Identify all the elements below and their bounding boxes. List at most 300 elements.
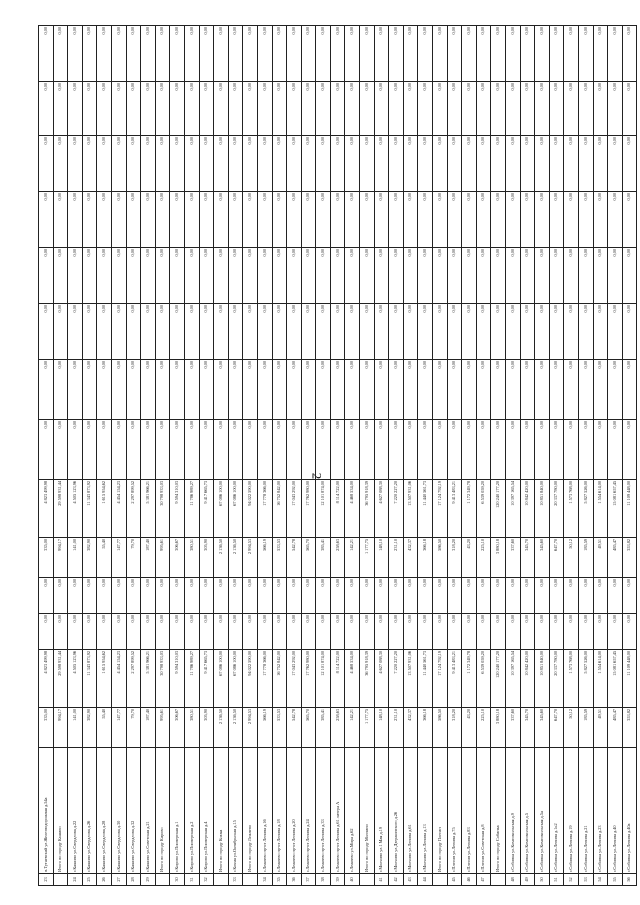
value-cell: 0,00	[272, 82, 287, 136]
value-cell: 0,00	[97, 136, 112, 192]
value-cell: 0,00	[228, 614, 243, 650]
value-cell: 305,90	[199, 708, 214, 748]
value-cell: 0,00	[141, 136, 156, 192]
value-cell: 20 337 780,00	[549, 480, 564, 538]
value-cell: 0,00	[476, 360, 491, 420]
value-cell: 7 220 227,20	[389, 650, 404, 708]
value-cell: 0,00	[316, 304, 331, 360]
value-cell: 5 381 966,21	[141, 480, 156, 538]
value-cell: 0,00	[272, 578, 287, 614]
value-cell: 0,00	[287, 136, 302, 192]
value-cell: 11 109 448,00	[622, 650, 637, 708]
value-cell: 0,00	[214, 420, 229, 480]
value-cell: 995,61	[155, 708, 170, 748]
value-cell: 0,00	[360, 360, 375, 420]
value-cell: 4 454 154,23	[111, 650, 126, 708]
table-row	[345, 26, 360, 886]
value-cell: 17 043 292,00	[287, 480, 302, 538]
value-cell: 231,10	[389, 538, 404, 578]
row-number-cell: 35	[272, 874, 287, 886]
value-cell: 0,00	[287, 614, 302, 650]
value-cell: 4 505 123,96	[68, 650, 83, 708]
value-cell: 0,00	[403, 82, 418, 136]
value-cell: 0,00	[447, 248, 462, 304]
value-cell: 4 823 499,98	[39, 480, 54, 538]
value-cell: 0,00	[491, 248, 506, 304]
row-number-cell: 32	[199, 874, 214, 886]
value-cell: 0,00	[82, 420, 97, 480]
value-cell: 0,00	[53, 136, 68, 192]
value-cell: 0,00	[39, 614, 54, 650]
value-cell: 995,61	[155, 538, 170, 578]
value-cell: 0,00	[316, 578, 331, 614]
value-cell: 0,00	[257, 82, 272, 136]
value-cell: 0,00	[447, 420, 462, 480]
value-cell: 0,00	[374, 192, 389, 248]
value-cell: 0,00	[155, 420, 170, 480]
value-cell: 0,00	[593, 26, 608, 82]
value-cell: 0,00	[272, 614, 287, 650]
value-cell: 0,00	[170, 136, 185, 192]
value-cell: 0,00	[82, 614, 97, 650]
value-cell: 0,00	[199, 360, 214, 420]
value-cell: 0,00	[535, 360, 550, 420]
table-row	[476, 26, 491, 886]
value-cell: 0,00	[462, 192, 477, 248]
value-cell: 0,00	[97, 82, 112, 136]
value-cell: 0,00	[330, 136, 345, 192]
value-cell: 0,00	[374, 304, 389, 360]
table-row	[126, 26, 141, 886]
value-cell: 0,00	[82, 82, 97, 136]
value-cell: 9 417 665,73	[199, 650, 214, 708]
address-cell: Итого по городу Молчино	[360, 748, 375, 874]
value-cell: 0,00	[126, 136, 141, 192]
table-row	[374, 26, 389, 886]
value-cell: 0,00	[608, 578, 623, 614]
address-cell: г.Плесин ул.Ленина д.75	[447, 748, 462, 874]
value-cell: 0,00	[578, 136, 593, 192]
value-cell: 0,00	[418, 82, 433, 136]
value-cell: 11 440 561,73	[418, 480, 433, 538]
row-number-cell: 25	[82, 874, 97, 886]
value-cell: 67 086 100,00	[228, 480, 243, 538]
row-number-cell: 36	[287, 874, 302, 886]
value-cell: 17 124 792,19	[433, 650, 448, 708]
value-cell: 0,00	[578, 192, 593, 248]
value-cell: 0,00	[199, 192, 214, 248]
value-cell: 0,00	[243, 82, 258, 136]
value-cell: 0,00	[214, 304, 229, 360]
value-cell: 0,00	[374, 136, 389, 192]
table-row	[301, 26, 316, 886]
value-cell: 0,00	[170, 82, 185, 136]
address-cell: г.Лежнево пр-кт Ленина д.24	[301, 748, 316, 874]
value-cell: 0,00	[316, 136, 331, 192]
value-cell: 0,00	[564, 614, 579, 650]
value-cell: 0,00	[287, 26, 302, 82]
address-cell: г.Плесин ул.Ленина д.83	[462, 748, 477, 874]
value-cell: 0,00	[345, 136, 360, 192]
value-cell: 0,00	[360, 420, 375, 480]
value-cell: 0,00	[433, 136, 448, 192]
value-cell: 0,00	[199, 420, 214, 480]
value-cell: 0,00	[141, 578, 156, 614]
value-cell: 0,00	[476, 248, 491, 304]
value-cell: 0,00	[345, 420, 360, 480]
value-cell: 0,00	[374, 26, 389, 82]
row-number-cell: 30	[170, 874, 185, 886]
row-number-cell: 48	[506, 874, 521, 886]
value-cell: 0,00	[82, 304, 97, 360]
value-cell: 2 297 899,52	[126, 480, 141, 538]
value-cell: 306,67	[170, 538, 185, 578]
value-cell: 0,00	[564, 26, 579, 82]
value-cell: 0,00	[345, 248, 360, 304]
value-cell: 0,00	[228, 26, 243, 82]
value-cell: 142,21	[345, 708, 360, 748]
address-cell: Итого по городу Кашино	[53, 748, 68, 874]
value-cell: 0,00	[564, 578, 579, 614]
address-cell: г.Кашино ул.Советская д.21	[141, 748, 156, 874]
value-cell: 0,00	[389, 614, 404, 650]
address-cell: г.Кашино ул.Свердлова д.28	[97, 748, 112, 874]
value-cell: 0,00	[287, 578, 302, 614]
value-cell: 8 114 722,00	[330, 480, 345, 538]
value-cell: 141,00	[68, 708, 83, 748]
value-cell: 4 468 534,00	[345, 480, 360, 538]
value-cell: 0,00	[622, 192, 637, 248]
value-cell: 0,00	[214, 192, 229, 248]
value-cell: 0,00	[257, 304, 272, 360]
value-cell: 0,00	[53, 192, 68, 248]
value-cell: 0,00	[126, 304, 141, 360]
table-row	[578, 26, 593, 886]
value-cell: 0,00	[578, 360, 593, 420]
value-cell: 0,00	[622, 26, 637, 82]
value-cell: 0,00	[476, 420, 491, 480]
value-cell: 0,00	[214, 26, 229, 82]
value-cell: 0,00	[578, 304, 593, 360]
value-cell: 0,00	[462, 248, 477, 304]
table-row	[608, 26, 623, 886]
row-number-cell: 50	[535, 874, 550, 886]
value-cell: 0,00	[360, 578, 375, 614]
value-cell: 0,00	[301, 578, 316, 614]
value-cell: 0,00	[330, 192, 345, 248]
address-cell: г.Кашино ул.Свердлова д.32	[126, 748, 141, 874]
address-cell: Итого по городу Кирово	[155, 748, 170, 874]
address-cell: Итого по городу Собинка	[491, 748, 506, 874]
address-cell: г.Собинка ул.Ленина д.21	[578, 748, 593, 874]
value-cell: 0,00	[126, 360, 141, 420]
address-cell: г.Лежнево пр-кт Ленина д.20	[287, 748, 302, 874]
value-cell: 0,00	[403, 420, 418, 480]
value-cell: 0,00	[155, 82, 170, 136]
value-cell: 0,00	[214, 360, 229, 420]
value-cell: 0,00	[53, 578, 68, 614]
value-cell: 0,00	[403, 136, 418, 192]
row-number-cell: 28	[126, 874, 141, 886]
value-cell: 542,78	[287, 708, 302, 748]
value-cell: 9 413 483,21	[447, 480, 462, 538]
value-cell: 0,00	[272, 248, 287, 304]
value-cell: 0,00	[403, 360, 418, 420]
value-cell: 79,70	[126, 708, 141, 748]
value-cell: 0,00	[184, 248, 199, 304]
value-cell: 0,00	[301, 420, 316, 480]
value-cell: 0,00	[593, 420, 608, 480]
value-cell: 0,00	[126, 192, 141, 248]
row-number-cell	[214, 874, 229, 886]
table-row	[491, 26, 506, 886]
housing-fund-table	[38, 25, 637, 886]
value-cell: 0,00	[476, 614, 491, 650]
address-cell: г.Собинка ул.Ленина д.1к2	[549, 748, 564, 874]
value-cell: 0,00	[578, 578, 593, 614]
table-row	[287, 26, 302, 886]
value-cell: 0,00	[184, 578, 199, 614]
address-cell: г.Кирово ул.Пионерская д.2	[184, 748, 199, 874]
value-cell: 0,00	[520, 578, 535, 614]
value-cell: 0,00	[97, 360, 112, 420]
value-cell: 0,00	[462, 614, 477, 650]
value-cell: 0,00	[374, 82, 389, 136]
value-cell: 0,00	[301, 360, 316, 420]
value-cell: 0,00	[287, 360, 302, 420]
address-cell: г.Собинка ул.Комсомольская д.9	[506, 748, 521, 874]
value-cell: 0,00	[593, 360, 608, 420]
row-number-cell	[243, 874, 258, 886]
row-number-cell: 37	[301, 874, 316, 886]
value-cell: 0,00	[228, 248, 243, 304]
value-cell: 0,00	[141, 304, 156, 360]
address-cell: г.Кашино ул.Свердлова д.30	[111, 748, 126, 874]
value-cell: 0,00	[330, 578, 345, 614]
value-cell: 1 172 349,78	[462, 480, 477, 538]
value-cell: 0,00	[330, 614, 345, 650]
value-cell: 147,77	[111, 708, 126, 748]
value-cell: 0,00	[374, 420, 389, 480]
value-cell: 0,00	[111, 248, 126, 304]
value-cell: 0,00	[549, 136, 564, 192]
value-cell: 1 615 954,62	[97, 650, 112, 708]
value-cell: 485,47	[608, 538, 623, 578]
value-cell: 0,00	[389, 360, 404, 420]
value-cell: 0,00	[316, 82, 331, 136]
value-cell: 0,00	[578, 248, 593, 304]
value-cell: 0,00	[141, 192, 156, 248]
value-cell: 0,00	[39, 420, 54, 480]
value-cell: 0,00	[447, 26, 462, 82]
value-cell: 0,00	[403, 304, 418, 360]
value-cell: 0,00	[53, 360, 68, 420]
value-cell: 0,00	[199, 248, 214, 304]
value-cell: 50,12	[564, 708, 579, 748]
value-cell: 0,00	[39, 82, 54, 136]
value-cell: 0,00	[418, 420, 433, 480]
value-cell: 0,00	[360, 248, 375, 304]
value-cell: 0,00	[447, 360, 462, 420]
value-cell: 0,00	[228, 420, 243, 480]
value-cell: 4 627 088,30	[374, 650, 389, 708]
value-cell: 0,00	[272, 26, 287, 82]
table-row	[214, 26, 229, 886]
value-cell: 0,00	[345, 614, 360, 650]
value-cell: 0,00	[199, 578, 214, 614]
row-number-cell: 41	[374, 874, 389, 886]
address-cell: Итого по городу Кохма	[214, 748, 229, 874]
value-cell: 0,00	[316, 26, 331, 82]
value-cell: 0,00	[155, 26, 170, 82]
address-cell: п.Тутаевский ул.Железнодорожная д.54а	[39, 748, 54, 874]
value-cell: 2 136,50	[228, 538, 243, 578]
value-cell: 30 798 933,03	[155, 480, 170, 538]
value-cell: 0,00	[330, 82, 345, 136]
value-cell: 565,70	[301, 538, 316, 578]
value-cell: 0,00	[447, 192, 462, 248]
value-cell: 0,00	[374, 614, 389, 650]
value-cell: 0,00	[360, 82, 375, 136]
value-cell: 0,00	[316, 248, 331, 304]
row-number-cell: 27	[111, 874, 126, 886]
value-cell: 0,00	[39, 26, 54, 82]
value-cell: 0,00	[214, 248, 229, 304]
row-number-cell: 49	[520, 874, 535, 886]
value-cell: 0,00	[243, 26, 258, 82]
value-cell: 0,00	[243, 420, 258, 480]
value-cell: 385,41	[316, 708, 331, 748]
value-cell: 10 397 165,54	[506, 480, 521, 538]
value-cell: 0,00	[389, 304, 404, 360]
value-cell: 50,12	[564, 538, 579, 578]
value-cell: 0,00	[316, 614, 331, 650]
value-cell: 0,00	[506, 248, 521, 304]
value-cell: 0,00	[462, 26, 477, 82]
value-cell: 1 172 349,78	[462, 650, 477, 708]
value-cell: 0,00	[243, 304, 258, 360]
table-row	[243, 26, 258, 886]
value-cell: 380,51	[184, 708, 199, 748]
value-cell: 67 086 100,00	[228, 650, 243, 708]
value-cell: 0,00	[476, 578, 491, 614]
value-cell: 0,00	[126, 26, 141, 82]
value-cell: 142,21	[345, 538, 360, 578]
value-cell: 0,00	[433, 248, 448, 304]
address-cell: г.Плесин ул.Советская д.8	[476, 748, 491, 874]
value-cell: 0,00	[389, 136, 404, 192]
value-cell: 0,00	[257, 26, 272, 82]
value-cell: 353,82	[622, 708, 637, 748]
page-number: 2	[309, 472, 325, 480]
value-cell: 0,00	[111, 420, 126, 480]
value-cell: 0,00	[126, 82, 141, 136]
value-cell: 0,00	[301, 82, 316, 136]
value-cell: 0,00	[126, 420, 141, 480]
value-cell: 0,00	[39, 248, 54, 304]
value-cell: 20 337 780,00	[549, 650, 564, 708]
value-cell: 0,00	[82, 578, 97, 614]
value-cell: 231,10	[389, 708, 404, 748]
value-cell: 0,00	[184, 82, 199, 136]
row-number-cell: 54	[593, 874, 608, 886]
value-cell: 306,67	[170, 708, 185, 748]
value-cell: 586,50	[433, 538, 448, 578]
value-cell: 0,00	[520, 192, 535, 248]
value-cell: 345,70	[520, 538, 535, 578]
table-row	[403, 26, 418, 886]
value-cell: 380,51	[184, 538, 199, 578]
address-cell: г.Собинка ул.Ленина д.19	[564, 748, 579, 874]
value-cell: 7 220 227,20	[389, 480, 404, 538]
value-cell: 0,00	[578, 614, 593, 650]
value-cell: 533,53	[272, 538, 287, 578]
value-cell: 0,00	[418, 304, 433, 360]
value-cell: 0,00	[608, 248, 623, 304]
value-cell: 0,00	[418, 26, 433, 82]
value-cell: 0,00	[228, 136, 243, 192]
value-cell: 187,40	[141, 708, 156, 748]
address-cell: Итого по городу Плесин	[433, 748, 448, 874]
address-cell: г.Кирово ул.Пионерская д.4	[199, 748, 214, 874]
value-cell: 994,17	[53, 538, 68, 578]
value-cell: 0,00	[170, 614, 185, 650]
table-row	[520, 26, 535, 886]
value-cell: 0,00	[68, 26, 83, 82]
value-cell: 318,20	[447, 708, 462, 748]
row-number-cell	[53, 874, 68, 886]
value-cell: 0,00	[622, 614, 637, 650]
value-cell: 2 136,50	[214, 708, 229, 748]
address-cell: г.Лежнево ул.Мира д.62	[345, 748, 360, 874]
value-cell: 0,00	[549, 304, 564, 360]
value-cell: 9 413 483,21	[447, 650, 462, 708]
value-cell: 0,00	[360, 304, 375, 360]
value-cell: 0,00	[68, 614, 83, 650]
table-row	[330, 26, 345, 886]
row-number-cell	[491, 874, 506, 886]
value-cell: 0,00	[214, 82, 229, 136]
value-cell: 0,00	[141, 26, 156, 82]
value-cell: 0,00	[39, 360, 54, 420]
value-cell: 0,00	[608, 192, 623, 248]
value-cell: 0,00	[462, 420, 477, 480]
value-cell: 2 136,50	[214, 538, 229, 578]
value-cell: 2 136,50	[228, 708, 243, 748]
value-cell: 0,00	[243, 360, 258, 420]
value-cell: 0,00	[345, 578, 360, 614]
value-cell: 0,00	[447, 578, 462, 614]
address-cell: г.Кашино ул.Свердлова д.22	[68, 748, 83, 874]
value-cell: 0,00	[535, 614, 550, 650]
value-cell: 0,00	[330, 304, 345, 360]
value-cell: 5 827 526,00	[578, 480, 593, 538]
value-cell: 0,00	[97, 192, 112, 248]
value-cell: 10 397 165,54	[506, 650, 521, 708]
value-cell: 11 343 873,92	[82, 480, 97, 538]
value-cell: 17 778 366,00	[257, 480, 272, 538]
value-cell: 0,00	[272, 136, 287, 192]
value-cell: 185,59	[578, 538, 593, 578]
table-row	[53, 26, 68, 886]
row-number-cell: 23	[39, 874, 54, 886]
value-cell: 0,00	[564, 304, 579, 360]
value-cell: 0,00	[476, 26, 491, 82]
value-cell: 345,70	[520, 708, 535, 748]
value-cell: 0,00	[476, 304, 491, 360]
value-cell: 0,00	[170, 420, 185, 480]
value-cell: 566,19	[257, 708, 272, 748]
